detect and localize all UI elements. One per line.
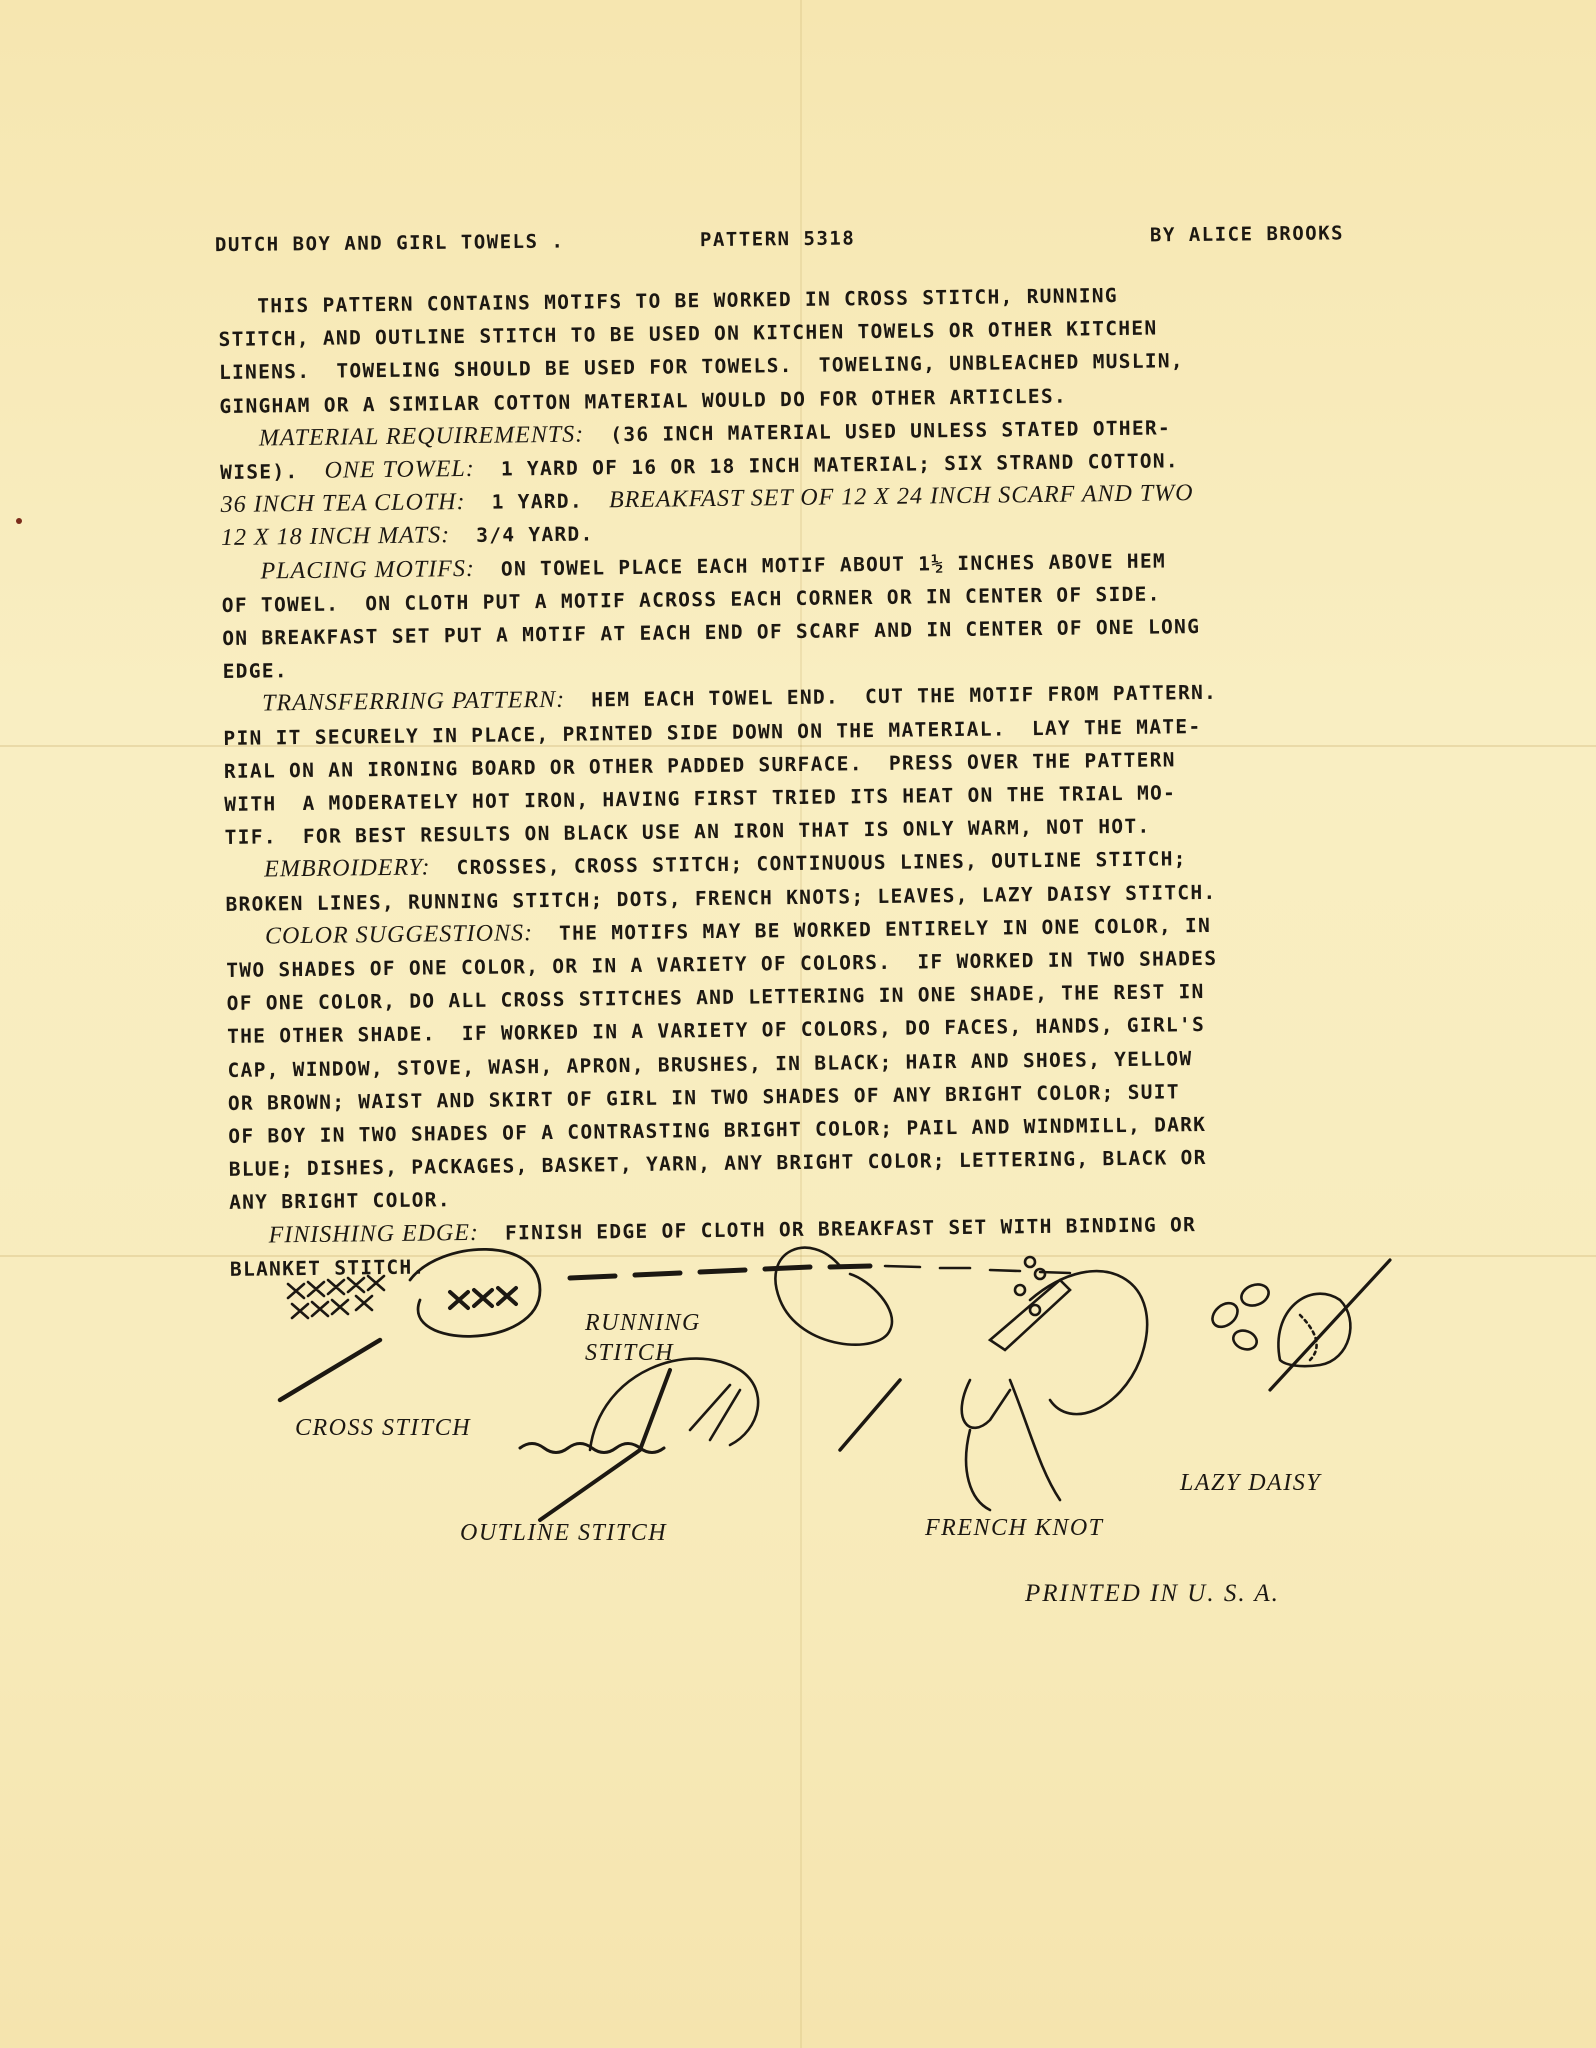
section-heading: 12 X 18 INCH MATS: xyxy=(220,522,451,552)
label-french-knot: FRENCH KNOT xyxy=(925,1515,1104,1541)
line-text: BLANKET STITCH. xyxy=(229,1255,426,1281)
line-text: THE OTHER SHADE. IF WORKED IN A VARIETY OF COLORS, DO FACES, HANDS, GIRL'S xyxy=(226,1013,1206,1049)
line-text: LINENS. TOWELING SHOULD BE USED FOR TOWELS. TOWELING, UNBLEACHED MUSLIN, xyxy=(218,349,1185,385)
label-running-stitch-line2: STITCH xyxy=(585,1340,675,1366)
line-text: PIN IT SECURELY IN PLACE, PRINTED SIDE DOWN ON THE MATERIAL. LAY THE MATE- xyxy=(223,714,1202,750)
line-text: EDGE. xyxy=(222,659,289,684)
line-text: 1 YARD. xyxy=(465,489,610,515)
pattern-number: PATTERN 5318 xyxy=(699,227,856,252)
label-lazy-daisy: LAZY DAISY xyxy=(1180,1470,1322,1496)
line-text: CAP, WINDOW, STOVE, WASH, APRON, BRUSHES, IN BLACK; HAIR AND SHOES, YELLOW xyxy=(227,1046,1193,1082)
line-text xyxy=(221,560,260,583)
line-text: OR BROWN; WAIST AND SKIRT OF GIRL IN TWO SHADES OF ANY BRIGHT COLOR; SUIT xyxy=(227,1080,1180,1115)
french-knot-drawing xyxy=(840,1257,1147,1510)
line-text xyxy=(226,925,265,948)
printed-in-usa: PRINTED IN U. S. A. xyxy=(1025,1580,1280,1607)
paper-speck xyxy=(16,518,22,524)
line-text: WITH A MODERATELY HOT IRON, HAVING FIRST TRIED ITS HEAT ON THE TRIAL MO- xyxy=(224,781,1177,817)
line-text xyxy=(223,693,262,716)
document-header xyxy=(215,222,1395,264)
instructions-text xyxy=(218,275,1460,1286)
line-text: ON TOWEL PLACE EACH MOTIF ABOUT 1½ INCHES ABOVE HEM xyxy=(474,549,1167,581)
pattern-author: BY ALICE BROOKS xyxy=(1149,222,1345,247)
line-text: BLUE; DISHES, PACKAGES, BASKET, YARN, ANY BRIGHT COLOR; LETTERING, BLACK OR xyxy=(228,1146,1207,1182)
line-text: 1 YARD OF 16 OR 18 INCH MATERIAL; SIX STRAND COTTON. xyxy=(474,449,1180,481)
label-cross-stitch: CROSS STITCH xyxy=(295,1415,472,1441)
line-text xyxy=(225,859,264,882)
line-text: THE MOTIFS MAY BE WORKED ENTIRELY IN ONE COLOR, IN xyxy=(532,913,1212,946)
lazy-daisy-drawing xyxy=(1208,1260,1390,1390)
label-outline-stitch: OUTLINE STITCH xyxy=(460,1520,668,1546)
line-text: OF TOWEL. ON CLOTH PUT A MOTIF ACROSS EACH CORNER OR IN CENTER OF SIDE. xyxy=(221,582,1161,617)
line-text: FINISH EDGE OF CLOTH OR BREAKFAST SET WITH BINDING OR xyxy=(478,1212,1197,1245)
line-text: THIS PATTERN CONTAINS MOTIFS TO BE WORKED IN CROSS STITCH, RUNNING xyxy=(218,284,1119,318)
section-heading: EMBROIDERY: xyxy=(264,854,431,883)
pattern-title: DUTCH BOY AND GIRL TOWELS . xyxy=(214,230,565,257)
line-text: ON BREAKFAST SET PUT A MOTIF AT EACH END OF SCARF AND IN CENTER OF ONE LONG xyxy=(222,615,1201,651)
line-text: STITCH, AND OUTLINE STITCH TO BE USED ON KITCHEN TOWELS OR OTHER KITCHEN xyxy=(218,316,1158,352)
section-heading: MATERIAL REQUIREMENTS: xyxy=(258,421,585,452)
outline-stitch-drawing xyxy=(520,1359,758,1520)
section-heading: PLACING MOTIFS: xyxy=(260,555,476,585)
section-heading: COLOR SUGGESTIONS: xyxy=(264,920,534,950)
section-heading: 36 INCH TEA CLOTH: xyxy=(220,489,466,519)
line-text: WISE). xyxy=(220,459,325,485)
line-text: GINGHAM OR A SIMILAR COTTON MATERIAL WOULD DO FOR OTHER ARTICLES. xyxy=(219,384,1068,418)
line-text xyxy=(229,1224,268,1247)
section-heading: FINISHING EDGE: xyxy=(268,1219,480,1249)
line-text: OF BOY IN TWO SHADES OF A CONTRASTING BRIGHT COLOR; PAIL AND WINDMILL, DARK xyxy=(228,1113,1207,1149)
line-text: HEM EACH TOWEL END. CUT THE MOTIF FROM PATTERN. xyxy=(565,681,1218,713)
line-text: ANY BRIGHT COLOR. xyxy=(229,1188,451,1215)
line-text: TIF. FOR BEST RESULTS ON BLACK USE AN IRON THAT IS ONLY WARM, NOT HOT. xyxy=(224,814,1151,850)
line-text: OF ONE COLOR, DO ALL CROSS STITCHES AND LETTERING IN ONE SHADE, THE REST IN xyxy=(226,980,1205,1016)
line-text xyxy=(220,427,259,450)
line-text: CROSSES, CROSS STITCH; CONTINUOUS LINES, OUTLINE STITCH; xyxy=(430,847,1187,880)
section-heading: BREAKFAST SET OF 12 X 24 INCH SCARF AND TWO xyxy=(608,480,1194,514)
line-text: 3/4 YARD. xyxy=(449,522,594,548)
section-heading: TRANSFERRING PATTERN: xyxy=(262,687,566,717)
line-text: (36 INCH MATERIAL USED UNLESS STATED OTHER- xyxy=(584,416,1172,447)
stitch-illustrations xyxy=(270,1240,1470,1570)
line-text: RIAL ON AN IRONING BOARD OR OTHER PADDED SURFACE. PRESS OVER THE PATTERN xyxy=(223,748,1176,783)
cross-stitch-drawing xyxy=(280,1249,540,1400)
line-text: TWO SHADES OF ONE COLOR, OR IN A VARIETY OF COLORS. IF WORKED IN TWO SHADES xyxy=(226,946,1218,983)
line-text: BROKEN LINES, RUNNING STITCH; DOTS, FRENCH KNOTS; LEAVES, LAZY DAISY STITCH. xyxy=(225,880,1217,916)
label-running-stitch-line1: RUNNING xyxy=(585,1310,701,1336)
section-heading: ONE TOWEL: xyxy=(324,455,475,484)
